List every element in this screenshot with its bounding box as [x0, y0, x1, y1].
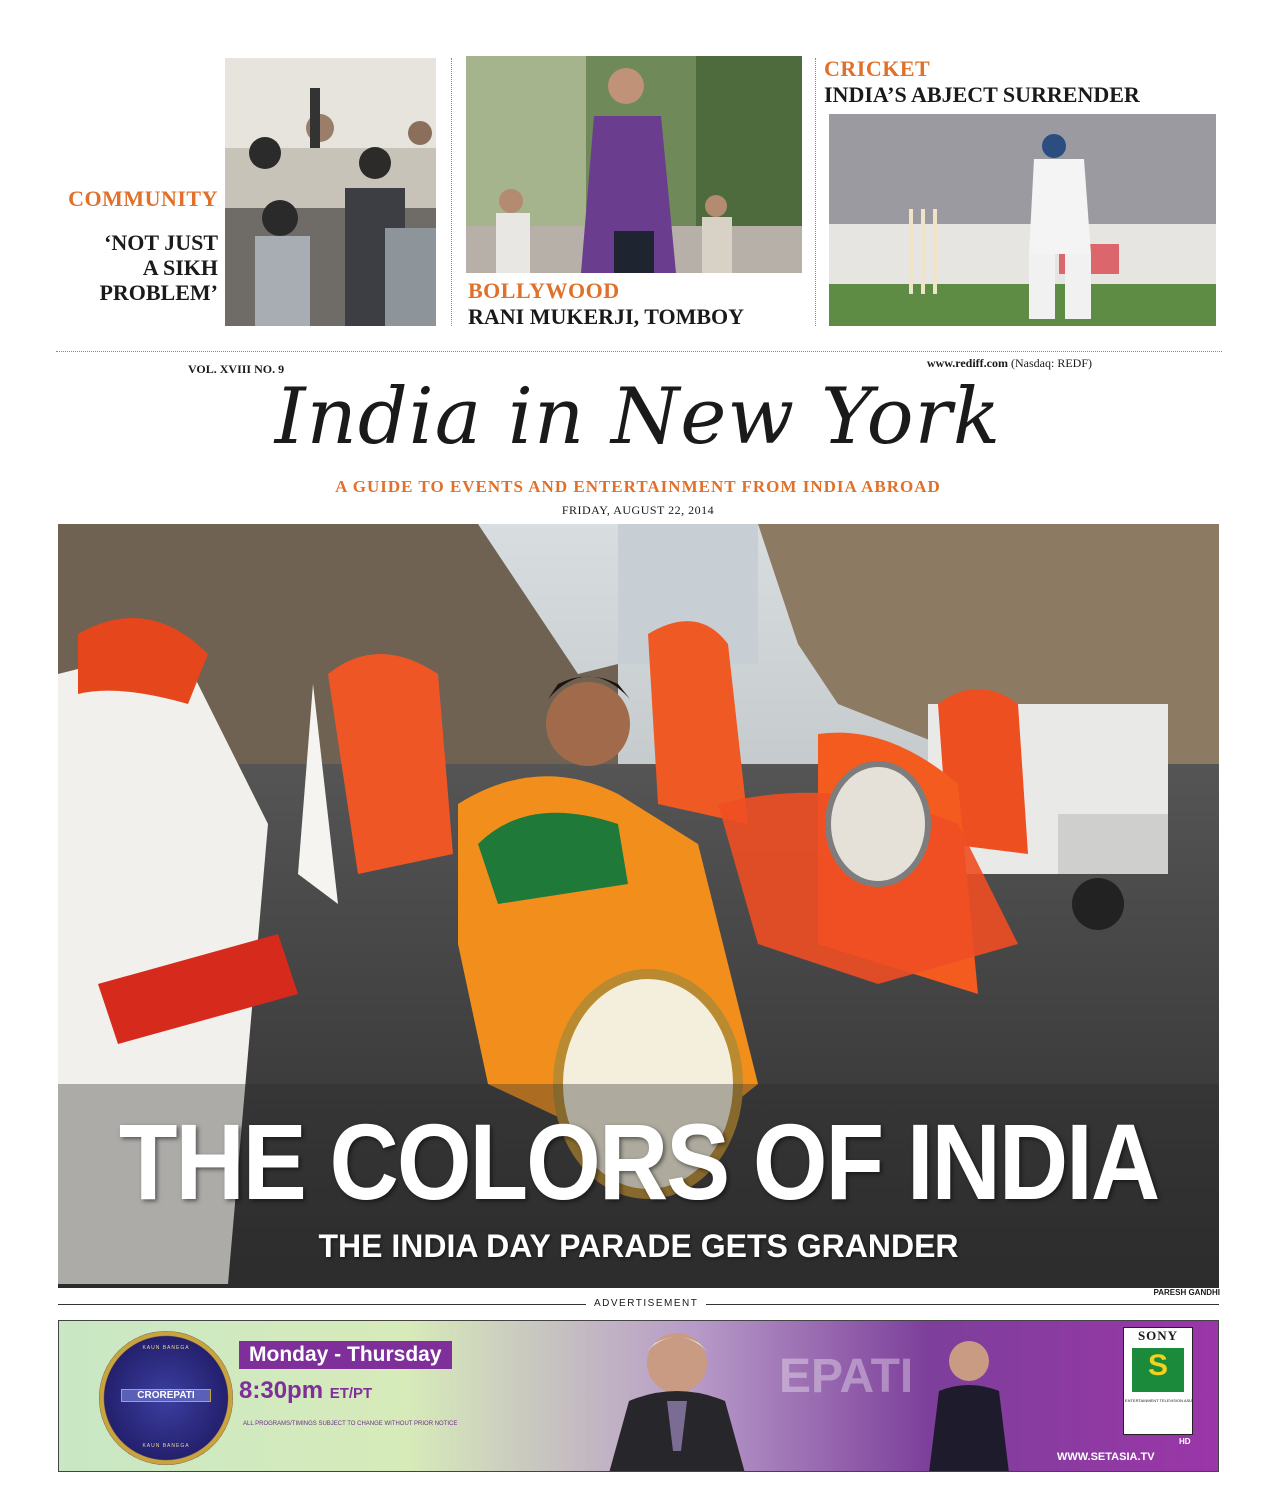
cricket-photo[interactable]: [829, 114, 1216, 326]
hd-badge: HD: [1179, 1437, 1191, 1446]
sony-name: SONY: [1137, 1328, 1179, 1343]
masthead-title: India in New York: [274, 372, 1002, 462]
ad-url[interactable]: WWW.SETASIA.TV: [1057, 1451, 1155, 1463]
hero-headline: THE COLORS OF INDIA: [118, 1102, 1159, 1223]
teaser-community-line-3: PROBLEM’: [99, 280, 218, 305]
teaser-community-headline: [56, 230, 218, 305]
nasdaq-ticker: (Nasdaq: REDF): [1011, 356, 1092, 370]
ad-fine-print: ALL PROGRAMS/TIMINGS SUBJECT TO CHANGE WITHOUT PRIOR NOTICE: [243, 1421, 458, 1427]
teaser-divider-2: [815, 58, 816, 326]
advertisement-banner[interactable]: [58, 1320, 1219, 1472]
website-link[interactable]: www.rediff.com: [926, 356, 1008, 370]
teaser-cricket-kicker: CRICKET: [824, 56, 931, 81]
teaser-community[interactable]: [56, 186, 218, 306]
photo-credit: PARESH GANDHI: [1153, 1288, 1220, 1297]
ad-time-value: 8:30pm: [239, 1377, 324, 1404]
hero-subheadline: THE INDIA DAY PARADE GETS GRANDER: [318, 1228, 959, 1264]
ad-background-word: EPATI: [779, 1350, 914, 1403]
teaser-community-kicker: COMMUNITY: [68, 186, 218, 211]
volume-number: VOL. XVIII NO. 9: [188, 362, 285, 376]
teaser-community-line-2: A SIKH: [142, 255, 218, 280]
kbc-logo-bottom: KAUN BANEGA: [142, 1443, 190, 1449]
sony-subtitle: ENTERTAINMENT TELEVISION ASIA: [1124, 1398, 1194, 1403]
ad-days: Monday - Thursday: [239, 1341, 452, 1369]
community-photo[interactable]: [225, 58, 436, 326]
masthead-tagline: A GUIDE TO EVENTS AND ENTERTAINMENT FROM INDIA ABROAD: [335, 477, 941, 496]
ad-host-figure-left: [599, 1321, 749, 1472]
issue-date: FRIDAY, AUGUST 22, 2014: [561, 503, 715, 517]
teaser-bollywood-kicker: BOLLYWOOD: [468, 278, 620, 303]
kbc-logo-word: CROREPATI: [121, 1389, 211, 1402]
kbc-logo-top: KAUN BANEGA: [142, 1345, 190, 1351]
sony-logo: [1123, 1327, 1193, 1435]
sony-s-mark: S: [1132, 1348, 1184, 1392]
ad-time-zone: ET/PT: [329, 1385, 373, 1402]
teaser-cricket-headline: INDIA’S ABJECT SURRENDER: [824, 82, 1140, 107]
kbc-logo: [99, 1331, 233, 1465]
bollywood-photo[interactable]: [466, 56, 802, 273]
teaser-bollywood[interactable]: [468, 278, 808, 330]
advertisement-label: ADVERTISEMENT: [586, 1298, 706, 1309]
teaser-community-line-1: ‘NOT JUST: [104, 230, 218, 255]
ad-host-figure-right: [909, 1329, 1029, 1472]
website-line: [870, 356, 1092, 371]
teaser-bollywood-headline: RANI MUKERJI, TOMBOY: [468, 304, 745, 329]
teaser-cricket[interactable]: [824, 56, 1224, 108]
teaser-divider-1: [451, 58, 452, 326]
ad-time: [239, 1377, 372, 1405]
top-divider: [56, 351, 1222, 352]
